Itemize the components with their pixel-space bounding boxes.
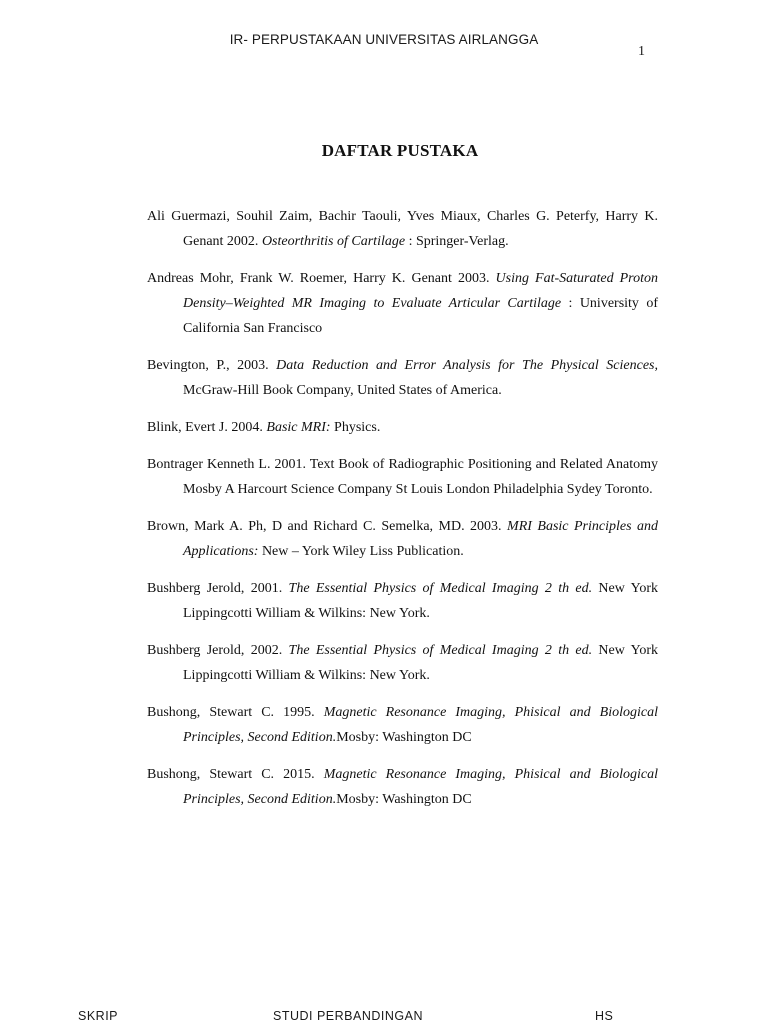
reference-title: Osteorthritis of Cartilage: [261, 234, 406, 249]
reference-entry: [147, 266, 658, 341]
reference-entry: [147, 762, 658, 812]
reference-entry: [147, 415, 658, 440]
reference-title: Using Fat-Saturated Proton Density–Weighted MR Imaging to Evaluate Articular Cartilage: [183, 271, 658, 311]
reference-authors-year: Bevington, P., 2003.: [147, 358, 277, 373]
reference-entry: [147, 576, 658, 626]
reference-title: The Essential Physics of Medical Imaging 2 th ed.: [288, 643, 593, 658]
reference-authors-year: Brown, Mark A. Ph, D and Richard C. Semelka, MD. 2003.: [147, 519, 508, 534]
reference-authors-year: Bontrager Kenneth L. 2001. Text Book of Radiographic Positioning and Related Anatomy Mosby A Harcourt Science Company St Louis London Philadelphia Sydey Toronto.: [147, 457, 658, 497]
reference-title: Magnetic Resonance Imaging, Phisical and Biological Principles, Second Edition.: [183, 705, 658, 745]
page-number: 1: [638, 44, 645, 59]
reference-authors-year: Bushberg Jerold, 2002.: [147, 643, 289, 658]
reference-publisher: New York Lippingcotti William & Wilkins: New York.: [183, 643, 659, 683]
footer-right-text: HS: [595, 1009, 614, 1023]
footer-left-text: SKRIP: [78, 1009, 119, 1023]
reference-publisher: Physics.: [330, 420, 381, 435]
reference-authors-year: Blink, Evert J. 2004.: [147, 420, 267, 435]
running-header: IR- PERPUSTAKAAN UNIVERSITAS AIRLANGGA: [229, 32, 539, 47]
footer-center-text: STUDI PERBANDINGAN: [273, 1009, 423, 1023]
reference-publisher: McGraw-Hill Book Company, United States of America.: [183, 383, 502, 398]
reference-publisher: New York Lippingcotti William & Wilkins: New York.: [183, 581, 659, 621]
reference-publisher: : Springer-Verlag.: [405, 234, 509, 249]
reference-entry: [147, 204, 658, 254]
reference-entry: [147, 638, 658, 688]
reference-entry: [147, 452, 658, 502]
reference-entry: [147, 353, 658, 403]
reference-publisher: New – York Wiley Liss Publication.: [258, 544, 464, 559]
reference-publisher: Mosby: Washington DC: [336, 792, 472, 807]
reference-title: MRI Basic Principles and Applications:: [183, 519, 658, 559]
reference-authors-year: Bushong, Stewart C. 2015.: [147, 767, 324, 782]
reference-authors-year: Bushberg Jerold, 2001.: [147, 581, 289, 596]
reference-list: [147, 204, 658, 824]
page-title: DAFTAR PUSTAKA: [321, 141, 479, 160]
reference-title: The Essential Physics of Medical Imaging 2 th ed.: [288, 581, 593, 596]
reference-entry: [147, 700, 658, 750]
reference-authors-year: Bushong, Stewart C. 1995.: [147, 705, 324, 720]
reference-publisher: Mosby: Washington DC: [336, 730, 472, 745]
reference-entry: [147, 514, 658, 564]
reference-authors-year: Andreas Mohr, Frank W. Roemer, Harry K. Genant 2003.: [147, 271, 496, 286]
reference-publisher: : University of California San Francisco: [183, 296, 659, 336]
reference-authors-year: Ali Guermazi, Souhil Zaim, Bachir Taouli, Yves Miaux, Charles G. Peterfy, Harry K. Genant 2002.: [147, 209, 658, 249]
reference-title: Data Reduction and Error Analysis for The Physical Sciences,: [276, 358, 658, 373]
reference-title: Magnetic Resonance Imaging, Phisical and Biological Principles, Second Edition.: [183, 767, 658, 807]
reference-title: Basic MRI:: [266, 420, 331, 435]
